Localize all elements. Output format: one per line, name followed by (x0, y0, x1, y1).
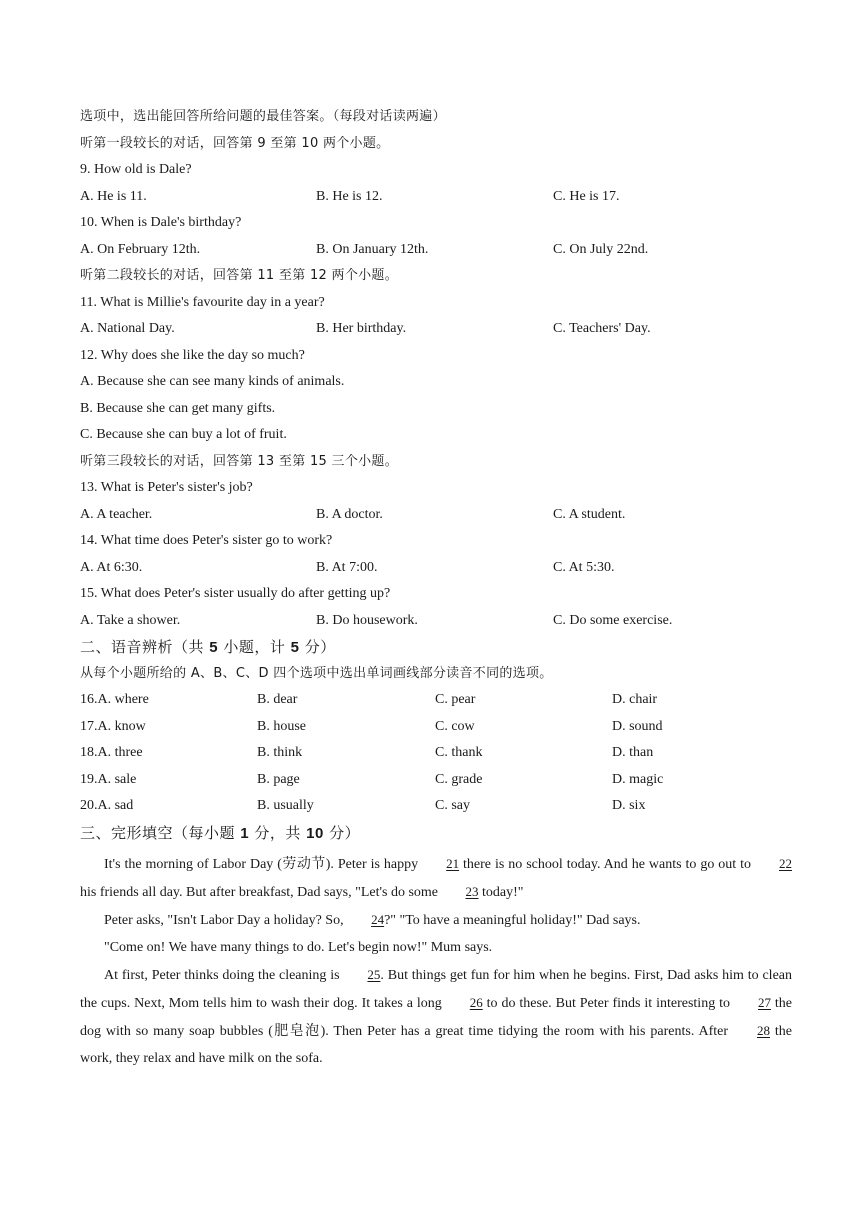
passage-paragraph-3: "Come on! We have many things to do. Let's begin now!" Mum says. (104, 940, 493, 955)
option-a[interactable]: A. He is 11. (80, 188, 147, 204)
option-c[interactable]: C. thank (435, 745, 483, 760)
option-b[interactable]: B. page (257, 771, 300, 787)
passage-paragraph-4: At first, Peter thinks doing the cleaning is 25. But things get fun for him when he begins. First, Dad asks him to clean the cups. Next, Mom tells him to wash their dog. It takes a long 26 to do these. But Peter finds it interesting to 27 the dog with so many soap bubbles (肥皂泡). Then Peter has a great time tidying the room with his parents. After 28 the work, they relax and have milk on the sofa. (80, 961, 792, 1072)
dialogue-1-instruction: 听第一段较长的对话，回答第 9 至第 10 两个小题。 (80, 135, 390, 151)
option-d[interactable]: D. six (612, 798, 646, 813)
option-b[interactable]: B. dear (257, 692, 298, 707)
option-b[interactable]: B. On January 12th. (316, 241, 429, 257)
blank-28[interactable]: 28 (756, 1023, 770, 1038)
option-a[interactable]: A. At 6:30. (80, 559, 143, 575)
blank-25[interactable]: 25 (367, 967, 381, 982)
option-a[interactable]: 16.A. where (80, 692, 149, 707)
option-a[interactable]: 19.A. sale (80, 771, 137, 787)
option-b[interactable]: B. A doctor. (316, 506, 383, 522)
listening-instruction: 选项中，选出能回答所给问题的最佳答案。（每段对话读两遍） (80, 109, 446, 124)
section-2-heading: 二、语音辨析（共 5 小题，计 5 分） (80, 638, 336, 656)
option-c[interactable]: C. On July 22nd. (553, 241, 649, 257)
dialogue-2-instruction: 听第二段较长的对话，回答第 11 至第 12 两个小题。 (80, 268, 399, 283)
section-2-instruction: 从每个小题所给的 A、B、C、D 四个选项中选出单词画线部分读音不同的选项。 (80, 665, 553, 681)
option-a[interactable]: A. A teacher. (80, 506, 153, 522)
option-b[interactable]: B. think (257, 745, 303, 760)
option-b[interactable]: B. He is 12. (316, 188, 383, 204)
option-a[interactable]: A. On February 12th. (80, 241, 201, 257)
question-15-stem: 15. What does Peter's sister usually do after getting up? (80, 586, 391, 601)
passage-paragraph-2: Peter asks, "Isn't Labor Day a holiday? So, 24?" "To have a meaningful holiday!" Dad says. (80, 906, 792, 934)
phonics-row-19 (80, 767, 792, 794)
question-11-stem: 11. What is Millie's favourite day in a year? (80, 294, 325, 310)
option-c[interactable]: C. He is 17. (553, 188, 620, 204)
blank-21[interactable]: 21 (446, 856, 460, 871)
question-14-options (80, 555, 792, 582)
question-13-options (80, 502, 792, 529)
passage-paragraph-1: It's the morning of Labor Day (劳动节). Peter is happy 21 there is no school today. And he wants to go out to 22 his friends all day. But after breakfast, Dad says, "Let's do some 23 today!" (80, 850, 792, 906)
question-10-stem: 10. When is Dale's birthday? (80, 215, 242, 230)
option-d[interactable]: D. chair (612, 692, 658, 707)
dialogue-3-instruction: 听第三段较长的对话，回答第 13 至第 15 三个小题。 (80, 453, 399, 469)
section-3-heading: 三、完形填空（每小题 1 分，共 10 分） (80, 823, 361, 842)
option-b[interactable]: B. Do housework. (316, 612, 418, 628)
option-d[interactable]: D. magic (612, 771, 664, 787)
question-14-stem: 14. What time does Peter's sister go to work? (80, 533, 333, 548)
option-c[interactable]: C. grade (435, 771, 483, 787)
option-c[interactable]: C. Teachers' Day. (553, 321, 651, 336)
option-b[interactable]: B. At 7:00. (316, 559, 378, 575)
option-b[interactable]: B. house (257, 718, 306, 734)
question-13-stem: 13. What is Peter's sister's job? (80, 480, 253, 495)
option-a[interactable]: 20.A. sad (80, 798, 134, 813)
option-c[interactable]: C. Do some exercise. (553, 612, 673, 628)
cloze-passage (80, 850, 792, 1072)
question-12-stem: 12. Why does she like the day so much? (80, 347, 305, 363)
question-11-options (80, 316, 792, 343)
question-12-option-a[interactable]: A. Because she can see many kinds of animals. (80, 374, 345, 389)
option-c[interactable]: C. pear (435, 692, 476, 707)
blank-22[interactable]: 22 (779, 856, 793, 871)
blank-27[interactable]: 27 (757, 995, 771, 1010)
blank-23[interactable]: 23 (465, 884, 479, 899)
question-9-stem: 9. How old is Dale? (80, 162, 192, 177)
option-a[interactable]: 18.A. three (80, 745, 143, 760)
question-15-options (80, 608, 792, 635)
option-d[interactable]: D. sound (612, 718, 663, 734)
option-d[interactable]: D. than (612, 745, 654, 760)
option-b[interactable]: B. usually (257, 798, 314, 813)
question-10-options (80, 237, 792, 264)
option-c[interactable]: C. cow (435, 718, 475, 734)
option-a[interactable]: A. National Day. (80, 321, 175, 336)
blank-26[interactable]: 26 (469, 995, 483, 1010)
blank-24[interactable]: 24 (371, 912, 385, 927)
question-9-options (80, 184, 792, 211)
phonics-row-17 (80, 714, 792, 741)
exam-page (80, 104, 792, 1072)
question-12-option-c[interactable]: C. Because she can buy a lot of fruit. (80, 427, 287, 442)
phonics-row-18 (80, 740, 792, 767)
phonics-row-20 (80, 793, 792, 820)
option-a[interactable]: 17.A. know (80, 718, 146, 734)
option-c[interactable]: C. say (435, 798, 470, 813)
option-c[interactable]: C. At 5:30. (553, 559, 615, 575)
option-a[interactable]: A. Take a shower. (80, 612, 181, 628)
question-12-option-b[interactable]: B. Because she can get many gifts. (80, 400, 276, 416)
option-c[interactable]: C. A student. (553, 506, 626, 522)
phonics-row-16 (80, 687, 792, 714)
option-b[interactable]: B. Her birthday. (316, 321, 407, 336)
